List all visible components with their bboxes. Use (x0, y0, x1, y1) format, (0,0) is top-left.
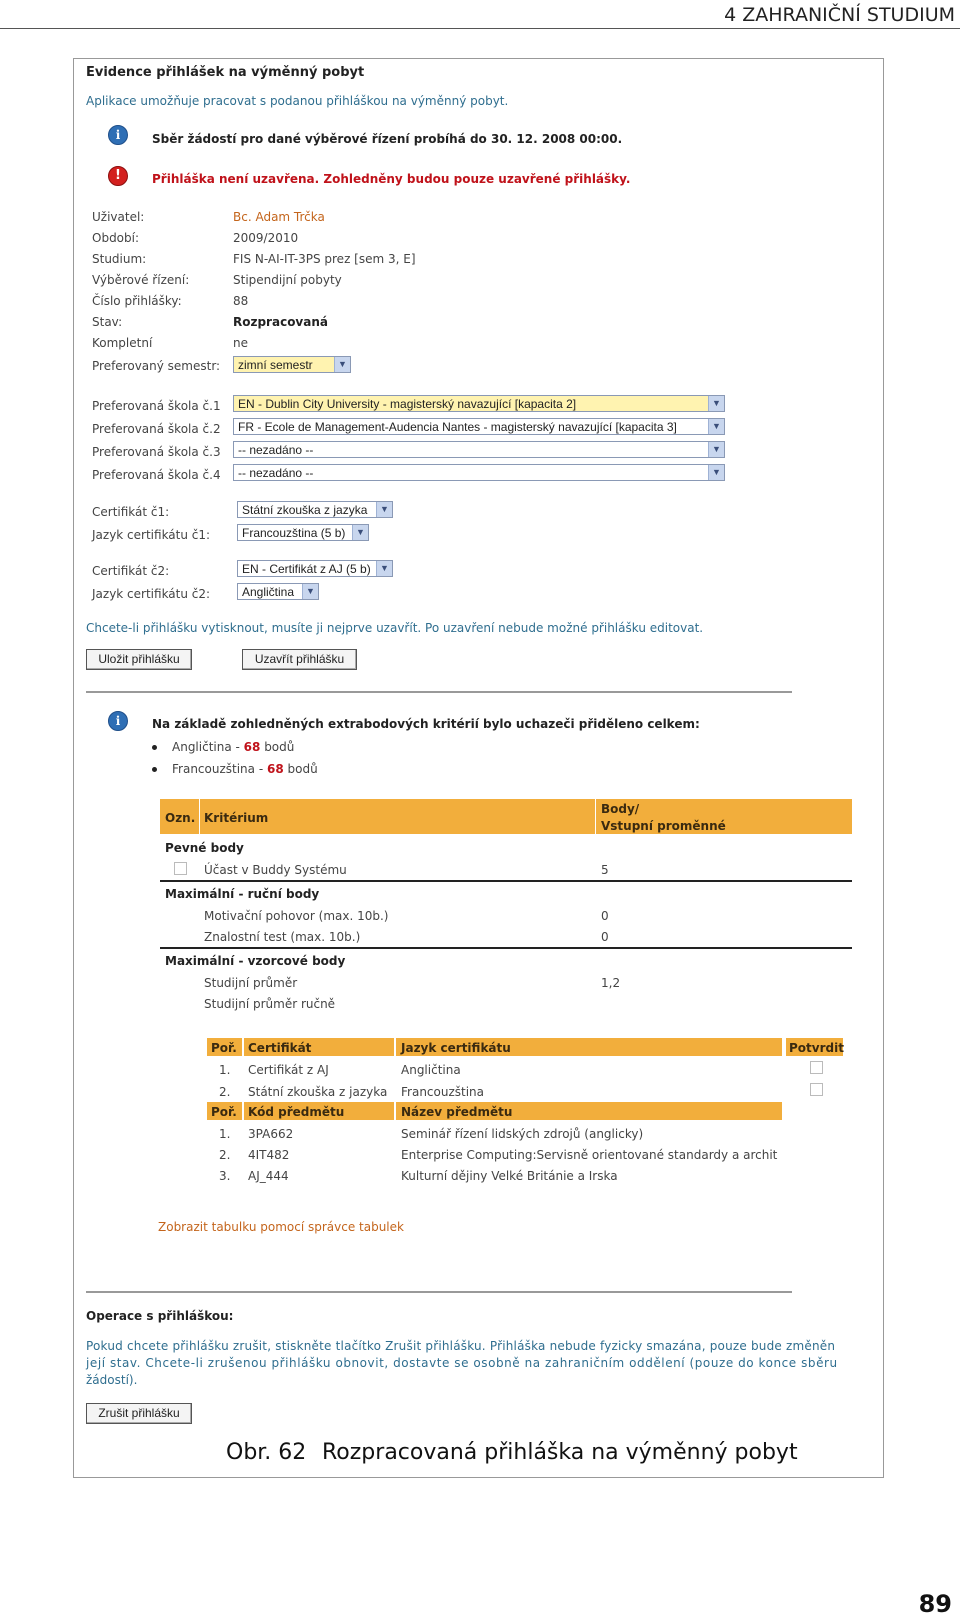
cert-row-cert: Certifikát z AJ (248, 1063, 329, 1077)
chevron-down-icon: ▼ (708, 442, 724, 457)
info-icon: i (108, 711, 128, 731)
course-row-code: 4IT482 (248, 1148, 290, 1162)
criteria-row-name: Studijní průměr (204, 976, 298, 990)
detail-label-user: Uživatel: (92, 210, 145, 224)
group-title-formula: Maximální - vzorcové body (165, 954, 346, 968)
operations-text-line-2: její stav. Chcete-li zrušenou přihlášku obnovit, dostavte se osobně na zahraničním oddělení (pouze do konce sběru (86, 1356, 838, 1370)
cert-header-lang: Jazyk certifikátu (401, 1041, 511, 1055)
confirm-checkbox[interactable] (810, 1083, 823, 1096)
buddy-checkbox[interactable] (174, 862, 187, 875)
school-3-select[interactable] (233, 441, 725, 458)
group-title-fixed: Pevné body (165, 841, 244, 855)
criteria-row-name: Studijní průměr ručně (204, 997, 336, 1011)
cert-row-cert: Státní zkouška z jazyka (248, 1085, 388, 1099)
school-4-value: -- nezadáno -- (238, 466, 314, 480)
header-divider (242, 1038, 244, 1056)
header-divider (394, 1038, 396, 1056)
detail-label-study: Studium: (92, 252, 147, 266)
header-divider (199, 799, 200, 834)
course-row-code: AJ_444 (248, 1169, 289, 1183)
criteria-row-name: Znalostní test (max. 10b.) (204, 930, 361, 944)
school-3-value: -- nezadáno -- (238, 443, 314, 457)
chevron-down-icon: ▼ (708, 396, 724, 411)
detail-value-user: Bc. Adam Trčka (233, 210, 325, 224)
course-row-number: 3. (219, 1169, 231, 1183)
operations-text-line-3: žádostí). (86, 1373, 138, 1387)
criteria-row-value: 0 (601, 930, 609, 944)
header-divider (595, 799, 596, 834)
detail-value-complete: ne (233, 336, 248, 350)
criteria-row-name: Účast v Buddy Systému (204, 863, 347, 877)
cert-header-cert: Certifikát (248, 1041, 312, 1055)
chevron-down-icon: ▼ (302, 584, 318, 599)
detail-label-status: Stav: (92, 315, 123, 329)
points-item-2: Francouzština - 68 bodů (172, 762, 318, 776)
course-row-number: 1. (219, 1127, 231, 1141)
cert-1-label: Certifikát č1: (92, 505, 170, 519)
course-header-por: Poř. (211, 1105, 237, 1119)
operations-text-line-1: Pokud chcete přihlášku zrušit, stiskněte tlačítko Zrušit přihlášku. Přihláška nebude fyzicky smazána, pouze bude změněn (86, 1339, 836, 1353)
cert-header-confirm: Potvrdit (789, 1041, 844, 1055)
course-row-name: Enterprise Computing:Servisně orientované standardy a archit (401, 1148, 778, 1162)
page-number: 89 (918, 1590, 952, 1618)
print-note: Chcete-li přihlášku vytisknout, musíte ji nejprve uzavřít. Po uzavření nebude možné přihlášku editovat. (86, 621, 704, 635)
school-2-label: Preferovaná škola č.2 (92, 422, 221, 436)
detail-value-period: 2009/2010 (233, 231, 299, 245)
points-item-1: Angličtina - 68 bodů (172, 740, 295, 754)
chevron-down-icon: ▼ (708, 419, 724, 434)
header-divider (394, 1102, 396, 1120)
cert-2-lang-select[interactable] (237, 583, 319, 600)
criteria-row-value: 0 (601, 909, 609, 923)
detail-label-complete: Kompletní (92, 336, 153, 350)
cert-2-lang-value: Angličtina (242, 585, 295, 599)
table-rule (160, 880, 852, 882)
semester-label: Preferovaný semestr: (92, 359, 221, 373)
header-divider (242, 1102, 244, 1120)
criteria-row-value: 5 (601, 863, 609, 877)
detail-value-study: FIS N-AI-IT-3PS prez [sem 3, E] (233, 252, 416, 266)
cert-row-number: 1. (219, 1063, 231, 1077)
header-vstupni: Vstupní proměnné (601, 819, 726, 833)
cert-1-value: Státní zkouška z jazyka (242, 503, 368, 517)
info-icon: i (108, 125, 128, 145)
screenshot-frame (73, 58, 884, 1478)
section-divider (86, 691, 792, 693)
cert-2-select[interactable] (237, 560, 393, 577)
running-head: 4 ZAHRANIČNÍ STUDIUM (724, 4, 955, 26)
chevron-down-icon: ▼ (376, 561, 392, 576)
cert-2-lang-label: Jazyk certifikátu č2: (92, 587, 211, 601)
school-2-select[interactable] (233, 418, 725, 435)
criteria-row-value: 1,2 (601, 976, 621, 990)
cert-row-lang: Francouzština (401, 1085, 485, 1099)
operations-title: Operace s přihláškou: (86, 1309, 234, 1323)
detail-label-number: Číslo přihlášky: (92, 294, 182, 308)
school-1-value: EN - Dublin City University - magisterský navazující [kapacita 2] (238, 397, 577, 411)
detail-label-selection: Výběrové řízení: (92, 273, 190, 287)
save-application-button[interactable]: Uložit přihlášku (86, 649, 192, 670)
course-header-code: Kód předmětu (248, 1105, 345, 1119)
caption-text: Rozpracovaná přihláška na výměnný pobyt (322, 1440, 798, 1465)
points-intro: Na základě zohledněných extrabodových kritérií bylo uchazeči přiděleno celkem: (152, 717, 700, 731)
cert-1-lang-label: Jazyk certifikátu č1: (92, 528, 211, 542)
criteria-row-name: Motivační pohovor (max. 10b.) (204, 909, 389, 923)
chevron-down-icon: ▼ (376, 502, 392, 517)
cert-1-lang-value: Francouzština (5 b) (242, 526, 346, 540)
bullet-icon (152, 767, 157, 772)
detail-value-status: Rozpracovaná (233, 315, 328, 329)
chevron-down-icon: ▼ (352, 525, 368, 540)
semester-select-value: zimní semestr (238, 358, 313, 372)
course-header-name: Název předmětu (401, 1105, 513, 1119)
course-row-name: Seminář řízení lidských zdrojů (anglicky) (401, 1127, 644, 1141)
bullet-icon (152, 745, 157, 750)
chevron-down-icon: ▼ (708, 465, 724, 480)
school-1-select[interactable] (233, 395, 725, 412)
cert-row-lang: Angličtina (401, 1063, 461, 1077)
cert-1-lang-select[interactable] (237, 524, 369, 541)
course-row-code: 3PA662 (248, 1127, 294, 1141)
header-ozn: Ozn. (165, 811, 196, 825)
detail-label-period: Období: (92, 231, 140, 245)
chevron-down-icon: ▼ (334, 357, 350, 372)
cancel-application-button[interactable]: Zrušit přihlášku (86, 1403, 192, 1424)
detail-value-number: 88 (233, 294, 249, 308)
course-row-number: 2. (219, 1148, 231, 1162)
school-4-select[interactable] (233, 464, 725, 481)
school-2-value: FR - Ecole de Management-Audencia Nantes - magisterský navazující [kapacita 3] (238, 420, 677, 434)
confirm-checkbox[interactable] (810, 1061, 823, 1074)
cert-2-value: EN - Certifikát z AJ (5 b) (242, 562, 371, 576)
group-title-manual: Maximální - ruční body (165, 887, 320, 901)
cert-header-por: Poř. (211, 1041, 237, 1055)
school-3-label: Preferovaná škola č.3 (92, 445, 221, 459)
table-rule (160, 947, 852, 949)
header-body: Body/ (601, 802, 640, 816)
cert-1-select[interactable] (237, 501, 393, 518)
close-application-button[interactable]: Uzavřít přihlášku (242, 649, 357, 670)
school-4-label: Preferovaná škola č.4 (92, 468, 221, 482)
header-kriterium: Kritérium (204, 811, 269, 825)
warning-message: Přihláška není uzavřena. Zohledněny budou pouze uzavřené přihlášky. (152, 172, 631, 186)
info-message: Sběr žádostí pro dané výběrové řízení probíhá do 30. 12. 2008 00:00. (152, 132, 623, 146)
section-divider (86, 1291, 792, 1293)
table-manager-link[interactable]: Zobrazit tabulku pomocí správce tabulek (158, 1220, 404, 1234)
app-title: Evidence přihlášek na výměnný pobyt (86, 65, 365, 80)
app-subtitle: Aplikace umožňuje pracovat s podanou přihláškou na výměnný pobyt. (86, 94, 509, 108)
school-1-label: Preferovaná škola č.1 (92, 399, 221, 413)
warning-icon: ! (108, 166, 128, 186)
course-row-name: Kulturní dějiny Velké Británie a Irska (401, 1169, 618, 1183)
semester-select[interactable] (233, 356, 351, 373)
cert-row-number: 2. (219, 1085, 231, 1099)
header-rule (0, 28, 960, 29)
cert-2-label: Certifikát č2: (92, 564, 170, 578)
detail-value-selection: Stipendijní pobyty (233, 273, 342, 287)
caption-label: Obr. 62 (226, 1440, 307, 1465)
